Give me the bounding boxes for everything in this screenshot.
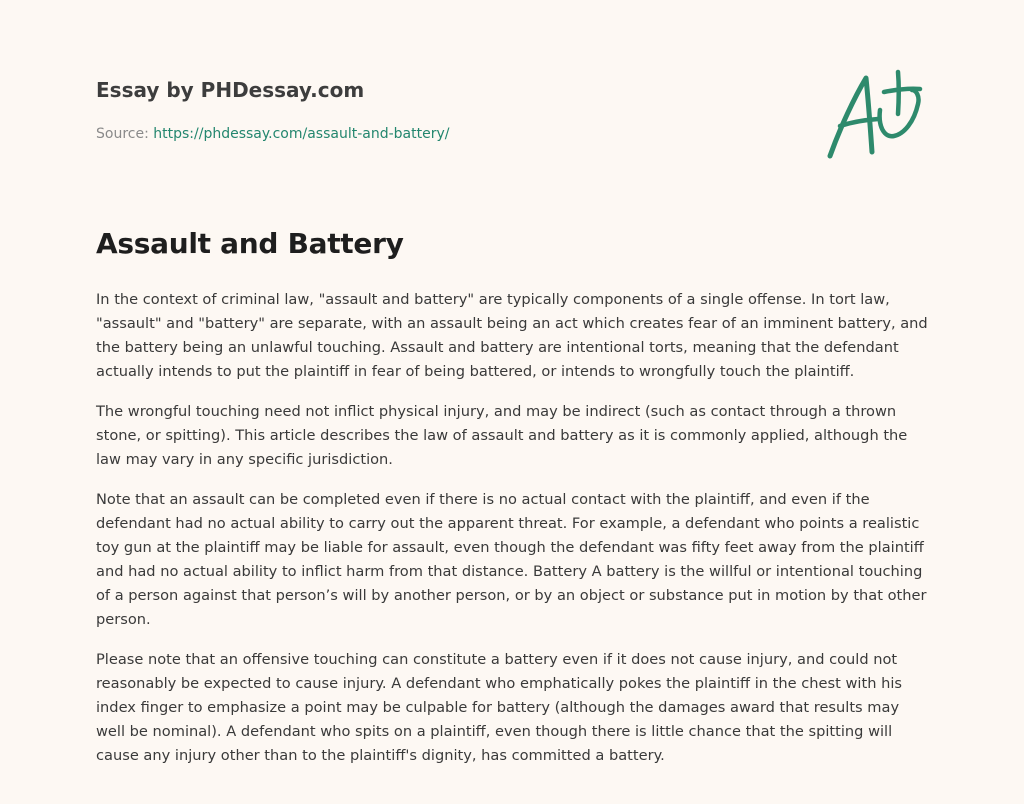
paragraph-1: In the context of criminal law, "assault and battery" are typically components of a single offense. In tort law, "assault" and "battery" are separate, with an assault being an act which creates fear of an imminent battery, and the battery being an unlawful touching. Assault and battery are intentional torts, meaning that the defendant actually intends to put the plaintiff in fear of being battered, or intends to wrongfully touch the plaintiff.	[96, 291, 928, 380]
essay-header	[96, 76, 696, 144]
paragraph-4: Please note that an offensive touching can constitute a battery even if it does not cause injury, and could not reasonably be expected to cause injury. A defendant who emphatically pokes the plaintiff in the chest with his index finger to emphasize a point may be culpable for battery (although the damages award that results may well be nominal). A defendant who spits on a plaintiff, even though there is little chance that the spitting will cause any injury other than to the plaintiff's dignity, has committed a battery.	[96, 651, 902, 764]
source-link[interactable]: https://phdessay.com/assault-and-battery/	[153, 126, 450, 142]
source-label: Source:	[96, 126, 154, 142]
page-title: Assault and Battery	[96, 227, 404, 260]
article	[96, 224, 928, 784]
paragraph-3: Note that an assault can be completed even if there is no actual contact with the plaintiff, and even if the defendant had no actual ability to carry out the apparent threat. For example, a defendant who points a realistic toy gun at the plaintiff may be liable for assault, even though the defendant was fifty feet away from the plaintiff and had no actual ability to inflict harm from that distance. Battery A battery is the willful or intentional touching of a person against that person’s will by another person, or by an object or substance put in motion by that other person.	[96, 491, 927, 628]
source-line	[96, 124, 696, 144]
paragraph-2: The wrongful touching need not inflict physical injury, and may be indirect (such as contact through a thrown stone, or spitting). This article describes the law of assault and battery as it is commonly applied, although the law may vary in any specific jurisdiction.	[96, 403, 908, 468]
a-plus-logo-icon	[822, 68, 926, 164]
brand-title: Essay by PHDessay.com	[96, 78, 365, 102]
